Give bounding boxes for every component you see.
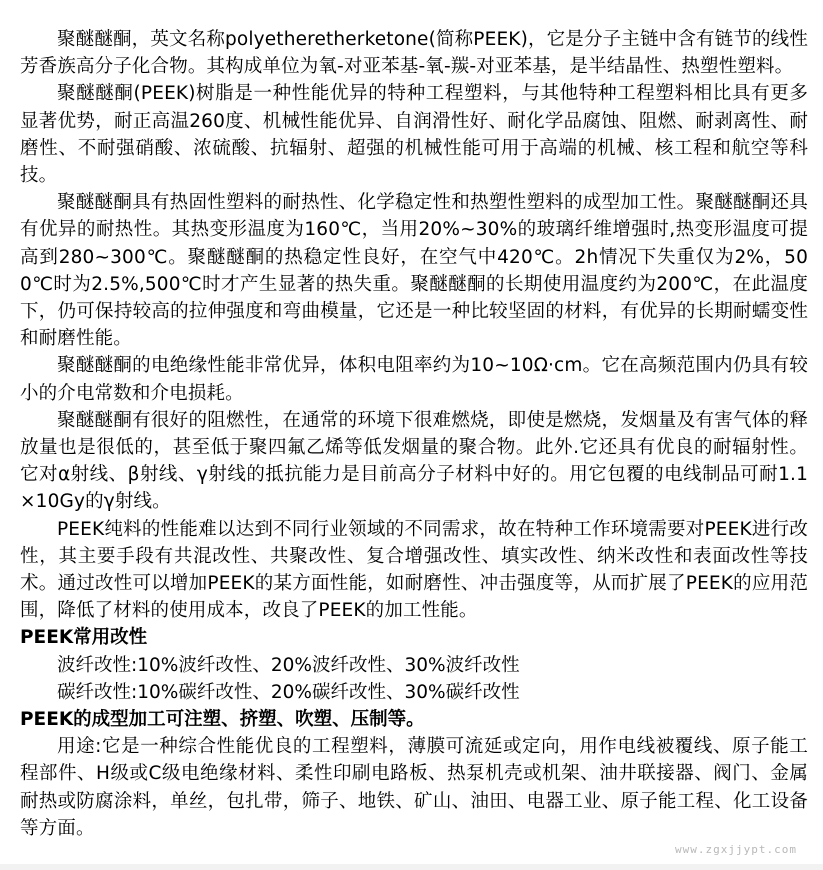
heat-resistance-paragraph: 聚醚醚酮具有热固性塑料的耐热性、化学稳定性和热塑性塑料的成型加工性。聚醚醚酮还具有优异的耐热性。其热变形温度为160℃，当用20%~30%的玻璃纤维增强时,热变形温度可提高到280~300℃。聚醚醚酮的热稳定性良好，在空气中420℃。2h情况下失重仅为2%，500℃时为2.5%,500℃时才产生显著的热失重。聚醚醚酮的长期使用温度约为200℃，在此温度下，仍可保持较高的拉伸强度和弯曲模量，它还是一种比较坚固的材料，有优异的长期耐蠕变性和耐磨性能。	[20, 192, 808, 350]
flame-retardant-paragraph: 聚醚醚酮有很好的阻燃性，在通常的环境下很难燃烧，即使是燃烧，发烟量及有害气体的释放量也是很低的，甚至低于聚四氟乙烯等低发烟量的聚合物。此外.它还具有优良的耐辐射性。它对α射线、β射线、γ射线的抵抗能力是目前高分子材料中好的。用它包覆的电线制品可耐1.1×10Gy的γ射线。	[20, 409, 808, 513]
modification-paragraph: PEEK纯料的性能难以达到不同行业领域的不同需求，故在特种工作环境需要对PEEK进行改性，其主要手段有共混改性、共聚改性、复合增强改性、填实改性、纳米改性和表面改性等技术。通过改性可以增加PEEK的某方面性能，如耐磨性、冲击强度等，从而扩展了PEEK的应用范围，降低了材料的使用成本，改良了PEEK的加工性能。	[20, 518, 808, 622]
processing-line: PEEK的成型加工可注塑、挤塑、吹塑、压制等。	[20, 709, 425, 731]
advantages-paragraph: 聚醚醚酮(PEEK)树脂是一种性能优异的特种工程塑料，与其他特种工程塑料相比具有更多显著优势，耐正高温260度、机械性能优异、自润滑性好、耐化学品腐蚀、阻燃、耐剥离性、耐磨性、不耐强硝酸、浓硫酸、抗辐射、超强的机械性能可用于高端的机械、核工程和航空等科技。	[20, 83, 808, 187]
usage-paragraph: 用途:它是一种综合性能优良的工程塑料，薄膜可流延或定向，用作电线被覆线、原子能工程部件、H级或C级电绝缘材料、柔性印刷电路板、热泵机壳或机架、油井联接器、阀门、金属耐热或防腐涂料，单丝，包扎带，筛子、地铁、矿山、油田、电器工业、原子能工程、化工设备等方面。	[20, 736, 808, 839]
site-watermark: www.zgxjjypt.com	[675, 843, 797, 856]
intro-paragraph: 聚醚醚酮，英文名称polyetheretherketone(简称PEEK)，它是分子主链中含有链节的线性芳香族高分子化合物。其构成单位为氧-对亚苯基-氧-羰-对亚苯基，是半结晶性、热塑性塑料。	[20, 29, 808, 78]
carbon-fiber-modification: 碳纤改性:10%碳纤改性、20%碳纤改性、30%碳纤改性	[57, 681, 520, 703]
electrical-paragraph: 聚醚醚酮的电绝缘性能非常优异，体积电阻率约为10~10Ω·cm。它在高频范围内仍具有较小的介电常数和介电损耗。	[20, 355, 808, 404]
glass-fiber-modification: 波纤改性:10%波纤改性、20%波纤改性、30%波纤改性	[57, 654, 520, 676]
modification-heading: PEEK常用改性	[20, 627, 148, 649]
bottom-divider	[0, 864, 823, 870]
article-body	[20, 26, 808, 842]
